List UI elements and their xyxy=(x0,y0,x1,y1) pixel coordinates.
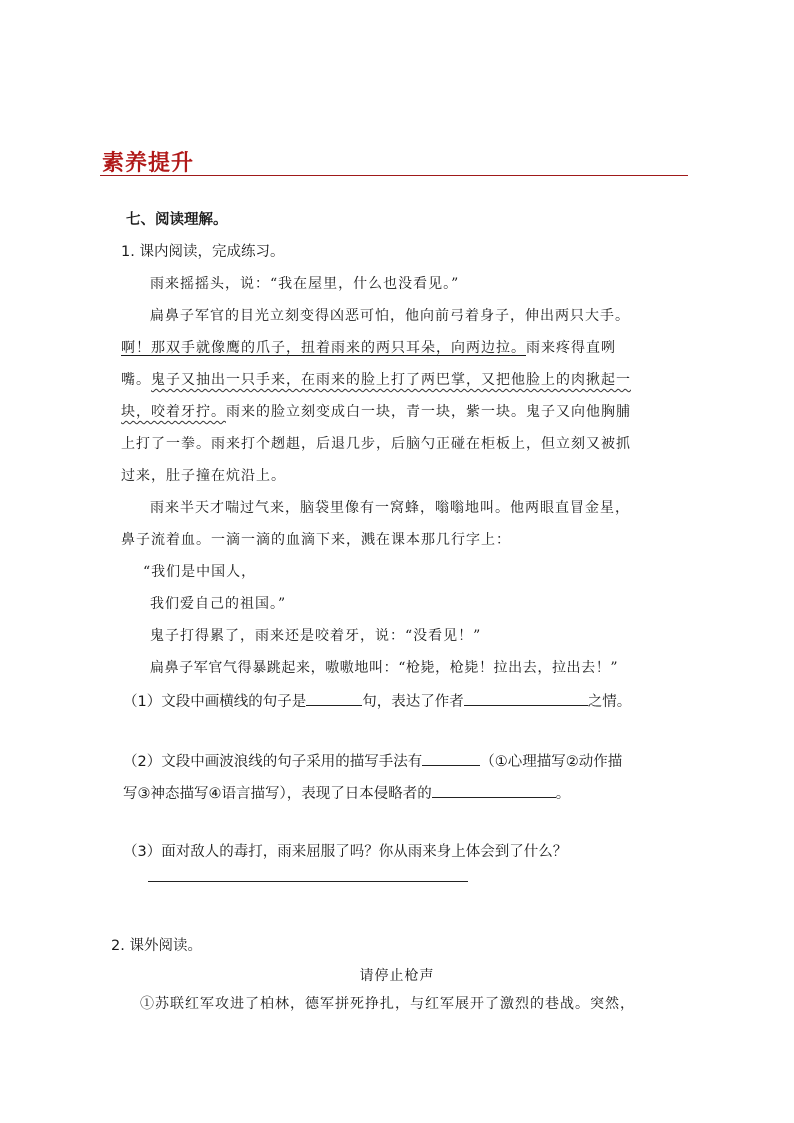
wavy-underlined-sentence: 鬼子又抽出一只手来，在雨来的脸上打了两巴掌，又把他脸上的肉揪起一 xyxy=(151,372,631,388)
passage-paragraph: 雨来摇摇头，说：“我在屋里，什么也没看见。” xyxy=(150,276,460,292)
item1-label: 1. 课内阅读，完成练习。 xyxy=(121,244,285,260)
question-text: 写③神态描写④语言描写），表现了日本侵略者的 xyxy=(123,786,432,802)
question-text: （2）文段中画波浪线的句子采用的描写手法有 xyxy=(123,754,423,770)
sub-question-2 xyxy=(123,751,622,771)
passage-line: 上打了一拳。雨来打个趔趄，后退几步，后脑勺正碰在柜板上，但立刻又被抓 xyxy=(121,436,631,452)
question-text: （1）文段中画横线的句子是 xyxy=(123,694,307,710)
answer-blank[interactable] xyxy=(422,751,480,766)
passage-paragraph: 雨来半天才喘过气来，脑袋里像有一窝蜂，嗡嗡地叫。他两眼直冒金星， xyxy=(150,500,630,516)
question-heading: 七、阅读理解。 xyxy=(126,212,228,228)
wavy-underlined-sentence: 块，咬着牙拧。 xyxy=(121,404,226,420)
answer-line[interactable] xyxy=(148,881,468,882)
section-title: 素养提升 xyxy=(102,150,195,176)
article-title: 请停止枪声 xyxy=(359,968,435,984)
straight-underlined-sentence: 啊！那双手就像鹰的爪子，扭着雨来的两只耳朵，向两边拉。 xyxy=(121,340,526,356)
passage-line: 鼻子流着血。一滴一滴的血滴下来，溅在课本那几行字上： xyxy=(121,532,511,548)
answer-blank[interactable] xyxy=(306,691,362,706)
passage-quote: 我们爱自己的祖国。” xyxy=(150,596,287,612)
passage-line xyxy=(121,339,616,357)
sub-question-2-cont xyxy=(123,783,570,803)
article-paragraph: ①苏联红军攻进了柏林，德军拼死挣扎，与红军展开了激烈的巷战。突然， xyxy=(140,996,635,1012)
question-text: 句，表达了作者 xyxy=(362,694,464,710)
passage-quote: “我们是中国人， xyxy=(143,564,257,580)
passage-paragraph: 扁鼻子军官的目光立刻变得凶恶可怕，他向前弓着身子，伸出两只大手。 xyxy=(150,308,630,324)
answer-blank[interactable] xyxy=(464,691,588,706)
item2-label: 2. 课外阅读。 xyxy=(111,938,202,954)
sub-question-1 xyxy=(123,691,631,711)
question-text: （①心理描写②动作描 xyxy=(480,754,623,770)
section-divider xyxy=(100,175,688,176)
passage-text: 嘴。 xyxy=(121,372,151,388)
sub-question-3: （3）面对敌人的毒打，雨来屈服了吗？你从雨来身上体会到了什么？ xyxy=(123,844,568,860)
question-text: 。 xyxy=(555,786,571,802)
passage-paragraph: 扁鼻子军官气得暴跳起来，嗷嗷地叫：“枪毙，枪毙！拉出去，拉出去！” xyxy=(150,660,619,676)
passage-paragraph: 鬼子打得累了，雨来还是咬着牙，说：“没看见！” xyxy=(150,628,482,644)
answer-blank[interactable] xyxy=(432,783,556,798)
question-text: 之情。 xyxy=(587,694,632,710)
passage-line xyxy=(121,403,631,421)
passage-text: 雨来疼得直咧 xyxy=(526,340,616,356)
passage-text: 雨来的脸立刻变成白一块，青一块，紫一块。鬼子又向他胸脯 xyxy=(226,404,631,420)
passage-line: 过来，肚子撞在炕沿上。 xyxy=(121,468,286,484)
passage-line xyxy=(121,371,631,389)
